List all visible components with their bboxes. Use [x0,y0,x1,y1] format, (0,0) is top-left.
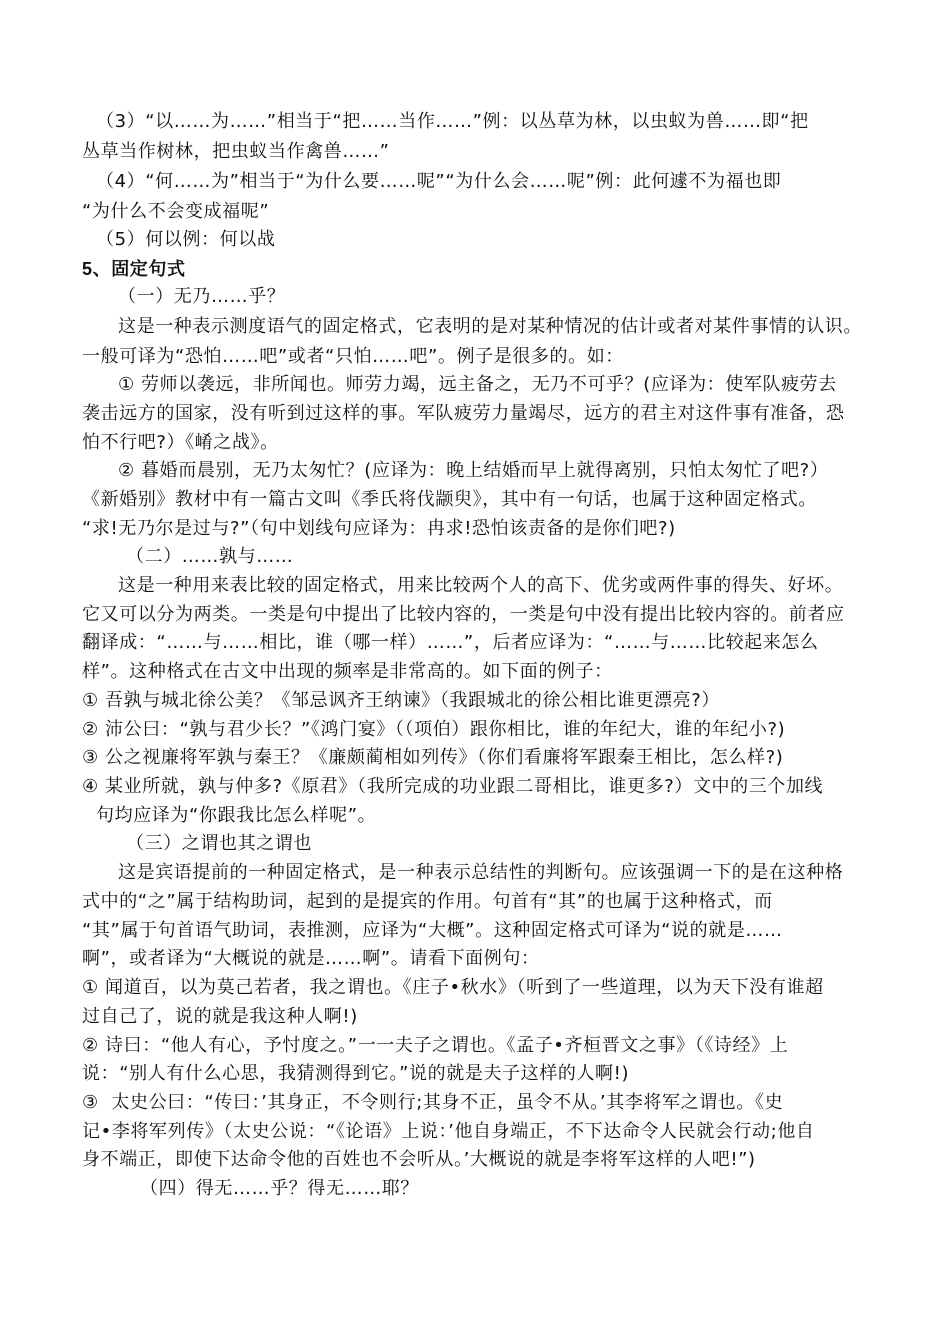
text-line: “为什么不会变成福呢” [82,201,270,222]
text-line: （4）“何……为”相当于“为什么要……呢”“为什么会……呢”例：此何遽不为福也即 [96,171,782,192]
text-line: 这是一种用来表比较的固定格式，用来比较两个人的高下、优劣或两件事的得失、好坏。 [118,575,844,596]
text-line: 袭击远方的国家，没有听到过这样的事。军队疲劳力量竭尽，远方的君主对这件事有准备，恐 [82,403,845,424]
text-line: 《新婚别》教材中有一篇古文叫《季氏将伐颛臾》，其中有一句话，也属于这种固定格式。 [82,489,817,510]
text-line: 一般可译为“恐怕……吧”或者“只怕……吧”。例子是很多的。如： [82,346,624,367]
text-line: 样”。这种格式在古文中出现的频率是非常高的。如下面的例子： [82,661,613,682]
subsection-heading: （一）无乃……乎？ [118,286,286,307]
text-line: （5）何以例：何以战 [96,229,276,250]
text-line: “求!无乃尔是过与?”（句中划线句应译为：冉求!恐怕该责备的是你们吧?) [82,518,676,539]
text-line: ① 闻道百，以为莫己若者，我之谓也。《庄子•秋水》（听到了一些道理，以为天下没有谁超 [82,977,824,998]
text-line: 它又可以分为两类。一类是句中提出了比较内容的，一类是句中没有提出比较内容的。前者应 [82,604,845,625]
text-line: ② 沛公曰：“孰与君少长？”《鸿门宴》（（项伯）跟你相比，谁的年纪大，谁的年纪小?) [82,719,786,740]
text-line: 记•李将军列传》（太史公说：“《论语》上说：’他自身端正，不下达命令人民就会行动;他自 [82,1121,815,1142]
text-line: 这是宾语提前的一种固定格式，是一种表示总结性的判断句。应该强调一下的是在这种格 [118,862,844,883]
subsection-heading: （二）……孰与…… [126,546,294,567]
text-line: 式中的“之”属于结构助词，起到的是提宾的作用。句首有“其”的也属于这种格式，而 [82,891,773,912]
text-line: 丛草当作树林，把虫蚁当作禽兽……” [82,141,390,162]
text-line: ③ 公之视廉将军孰与秦王？《廉颇蔺相如列传》（你们看廉将军跟秦王相比，怎么样?) [82,747,784,768]
text-line: 说：“别人有什么心思，我猜测得到它。”说的就是夫子这样的人啊!) [82,1063,630,1084]
text-line: ④ 某业所就，孰与仲多?《原君》（我所完成的功业跟二哥相比，谁更多?）文中的三个加线 [82,776,824,797]
text-line: 身不端正，即使下达命令他的百姓也不会听从。’大概说的就是李将军这样的人吧!”) [82,1149,756,1170]
subsection-heading: （三）之谓也其之谓也 [126,833,312,854]
text-line: 翻译成：“……与……相比，谁（哪一样）……”，后者应译为：“……与……比较起来怎么 [82,632,819,653]
text-line: “其”属于句首语气助词，表推测，应译为“大概”。这种固定格式可译为“说的就是…… [82,920,783,941]
text-line: ② 诗曰：“他人有心，予忖度之。”一一夫子之谓也。《孟子•齐桓晋文之事》（《诗经》上 [82,1035,789,1056]
text-line: 句均应译为“你跟我比怎么样呢”。 [96,805,377,826]
text-line: ③ 太史公曰：“传曰：’其身正，不令则行;其身不正，虽令不从。’其李将军之谓也。《史 [82,1092,784,1113]
text-line: ① 劳师以袭远，非所闻也。师劳力竭，远主备之，无乃不可乎？(应译为：使军队疲劳去 [118,374,837,395]
text-line: 啊”，或者译为“大概说的就是……啊”。请看下面例句： [82,948,540,969]
text-line: ② 暮婚而晨别，无乃太匆忙？(应译为：晚上结婚而早上就得离别，只怕太匆忙了吧?） [118,460,829,481]
text-line: 怕不行吧?）《崤之战》。 [82,432,279,453]
section-heading: 5、固定句式 [82,259,186,279]
text-line: （3）“以……为……”相当于“把……当作……”例：以丛草为林，以虫蚁为兽……即“把 [96,111,809,132]
text-line: ① 吾孰与城北徐公美？《邹忌讽齐王纳谏》（我跟城北的徐公相比谁更漂亮?） [82,690,721,711]
text-line: 过自己了，说的就是我这种人啊!) [82,1006,358,1027]
subsection-heading: （四）得无……乎？得无……耶？ [140,1178,419,1199]
text-line: 这是一种表示测度语气的固定格式，它表明的是对某种情况的估计或者对某件事情的认识。 [118,316,862,337]
